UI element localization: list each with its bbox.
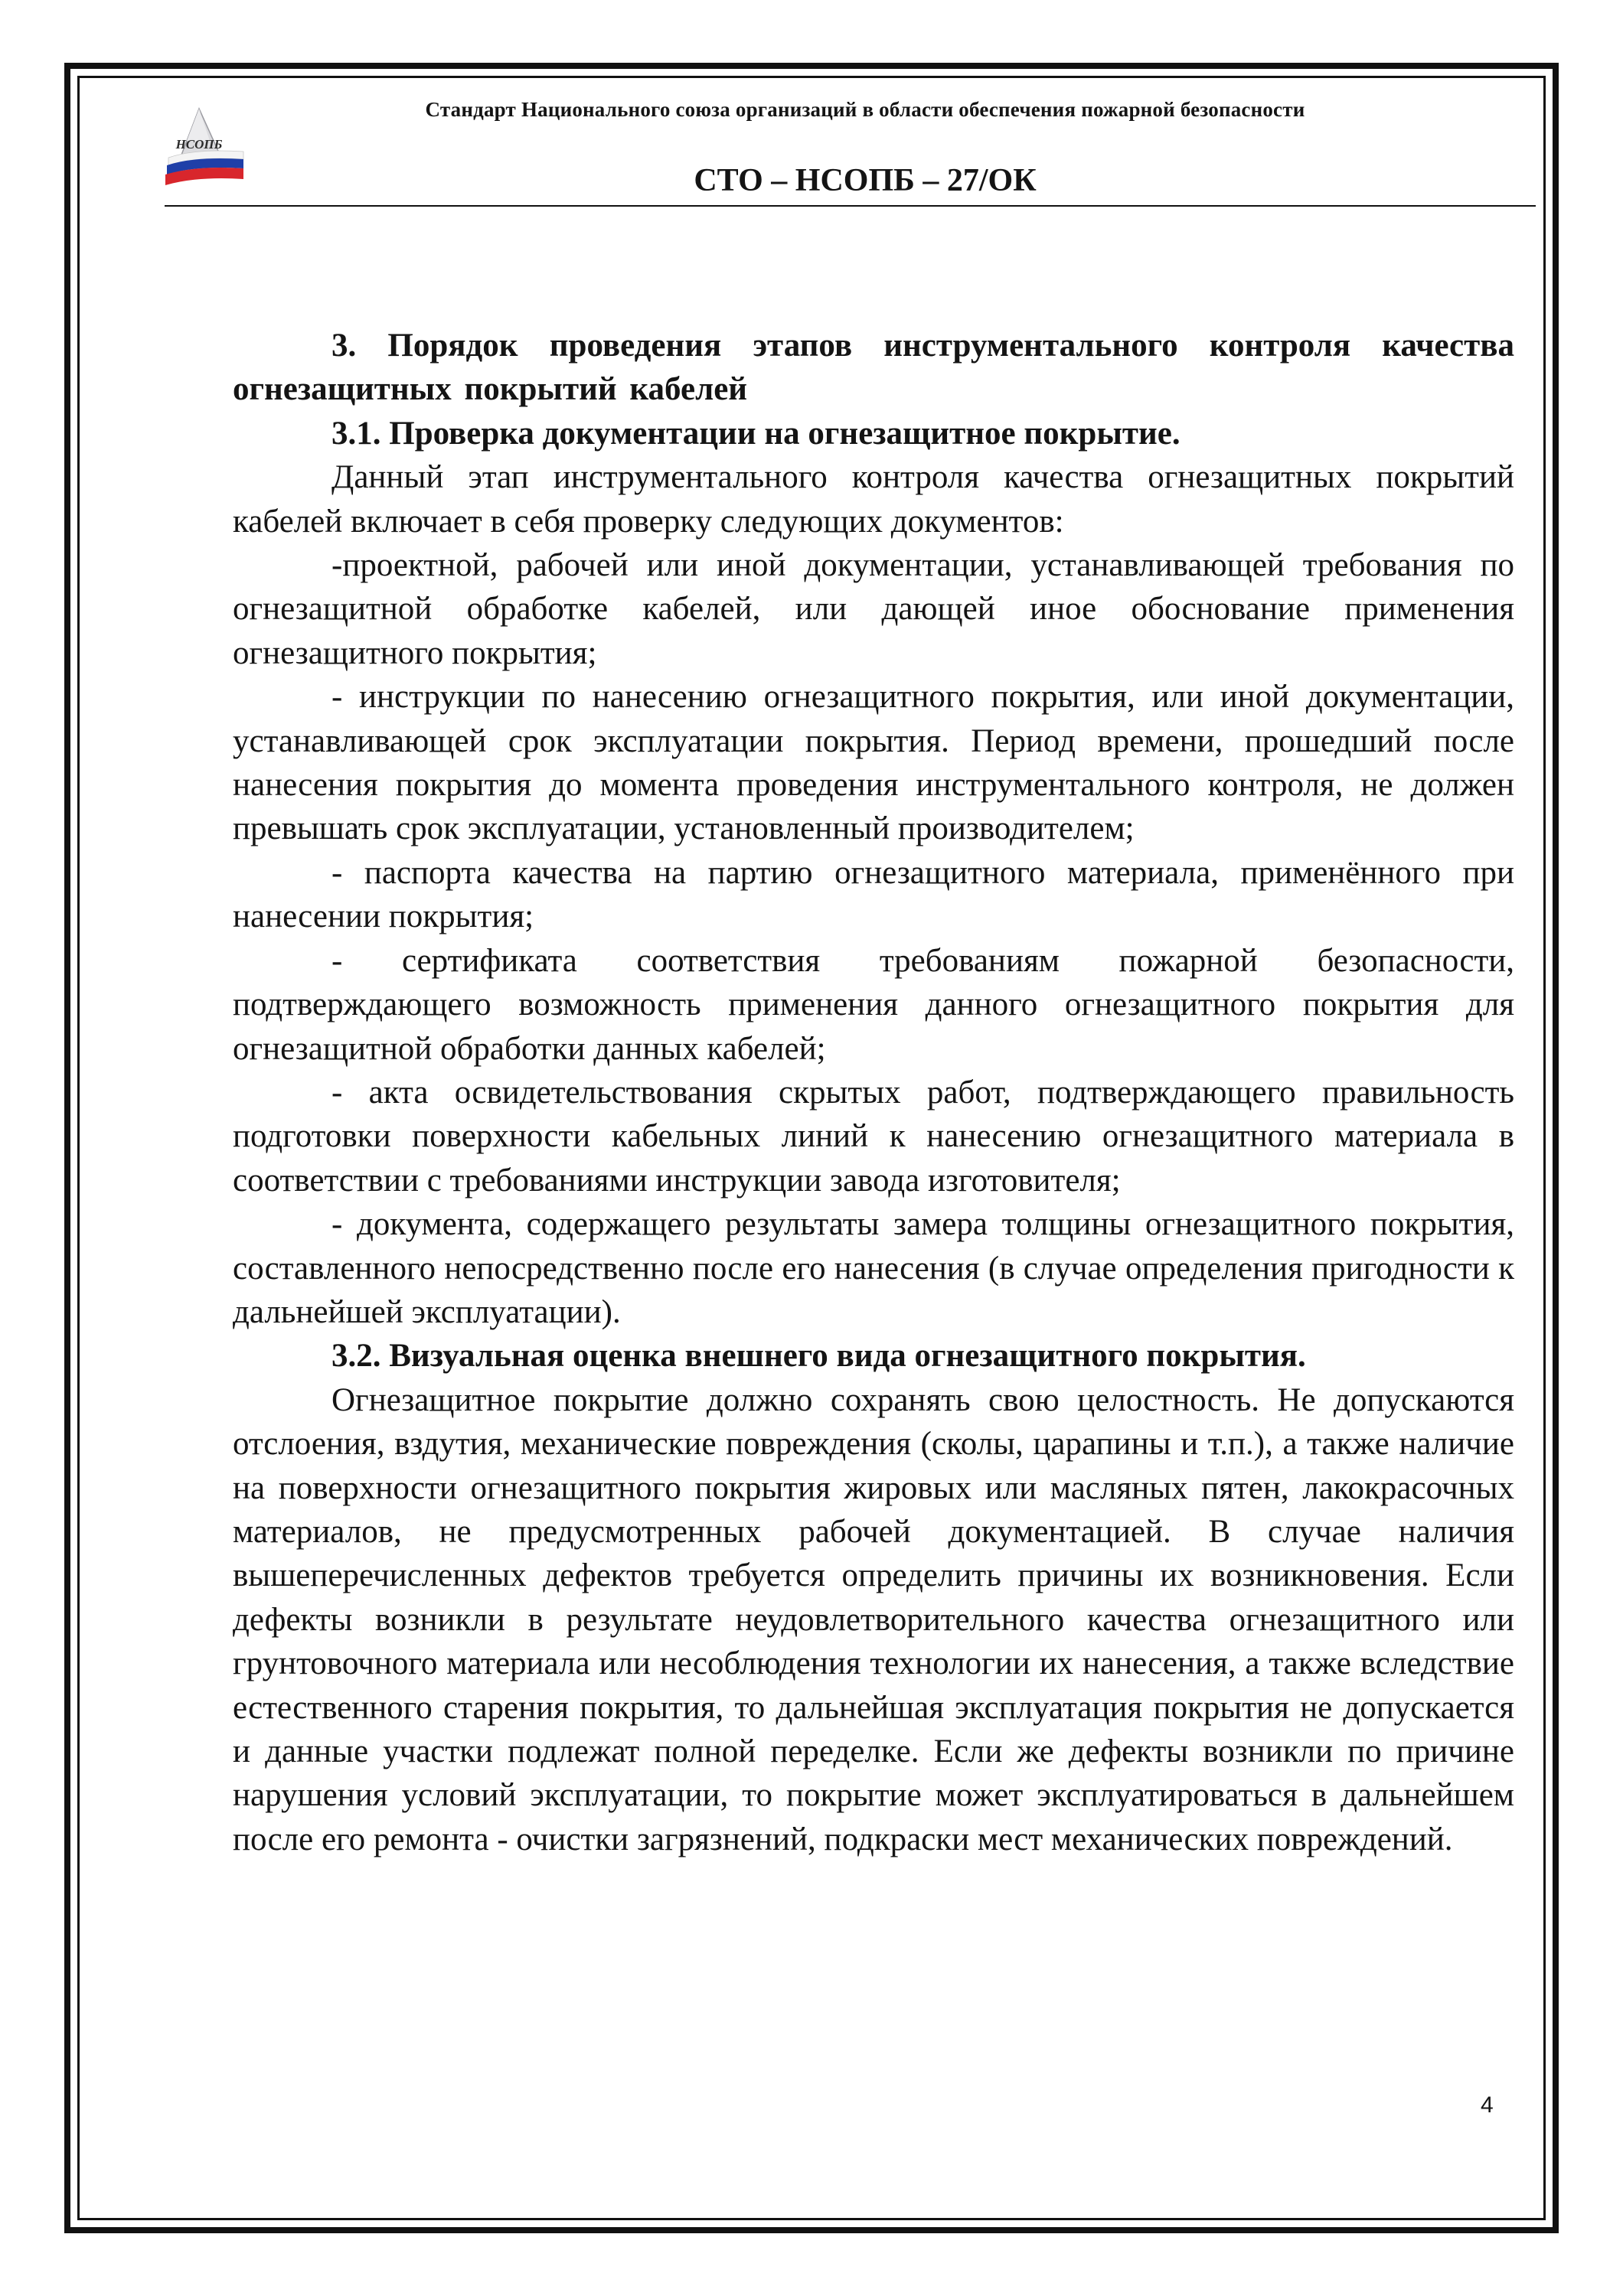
- section-3-2-text: Огнезащитное покрытие должно сохранять свою целостность. Не допускаются отслоения, вздутия, механические повреждения (сколы, царапины и т.п.), а также наличие на поверхности огнезащитного покрытия жировых или масляных пятен, лакокрасочных материалов, не предусмотренных рабочей документацией. В случае наличия вышеперечисленных дефектов требуется определить причины их возникновения. Если дефекты возникли в результате неудовлетворительного качества огнезащитного или грунтовочного материала или несоблюдения технологии их нанесения, а также вследствие естественного старения покрытия, то дальнейшая эксплуатация покрытия не допускается и данные участки подлежат полной переделке. Если же дефекты возникли по причине нарушения условий эксплуатации, то покрытие может эксплуатироваться в дальнейшем после его ремонта - очистки загрязнений, подкраски мест механических повреждений.: [233, 1381, 1514, 1857]
- document-list-item: - сертификата соответствия требованиям пожарной безопасности, подтверждающего возможность применения данного огнезащитного покрытия для огнезащитной обработки данных кабелей;: [233, 942, 1514, 1067]
- document-list-item: - акта освидетельствования скрытых работ, подтверждающего правильность подготовки поверхности кабельных линий к нанесению огнезащитного материала в соответствии с требованиями инструкции завода изготовителя;: [233, 1074, 1514, 1199]
- section-3-1-title: 3.1. Проверка документации на огнезащитное покрытие.: [331, 415, 1181, 452]
- logo-text: НСОПБ: [175, 137, 223, 152]
- nsopb-logo-icon: [164, 103, 248, 187]
- document-list-item: -проектной, рабочей или иной документации, устанавливающей требования по огнезащитной обработке кабелей, или дающей иное обоснование применения огнезащитного покрытия;: [233, 547, 1514, 671]
- section-3-2-title: 3.2. Визуальная оценка внешнего вида огнезащитного покрытия.: [331, 1338, 1306, 1375]
- document-body: [233, 324, 1514, 1861]
- header-organization: Стандарт Национального союза организаций в области обеспечения пожарной безопасности: [425, 98, 1305, 121]
- document-list-item: - паспорта качества на партию огнезащитного материала, применённого при нанесении покрытия;: [233, 854, 1514, 935]
- section-3-1-intro: Данный этап инструментального контроля качества огнезащитных покрытий кабелей включает в себя проверку следующих документов:: [233, 459, 1514, 540]
- document-list-item: - документа, содержащего результаты замера толщины огнезащитного покрытия, составленного непосредственно после его нанесения (в случае определения пригодности к дальнейшей эксплуатации).: [233, 1206, 1514, 1330]
- document-list-item: - инструкции по нанесению огнезащитного покрытия, или иной документации, устанавливающей срок эксплуатации покрытия. Период времени, прошедший после нанесения покрытия до момента проведения инструментального контроля, не должен превышать срок эксплуатации, установленный производителем;: [233, 679, 1514, 847]
- header-standard-code: СТО – НСОПБ – 27/ОК: [694, 163, 1037, 198]
- header-divider: [165, 205, 1536, 207]
- page-number: 4: [1481, 2092, 1494, 2118]
- section-3-title: 3. Порядок проведения этапов инструментального контроля качества огнезащитных покрытий кабелей: [233, 328, 1514, 408]
